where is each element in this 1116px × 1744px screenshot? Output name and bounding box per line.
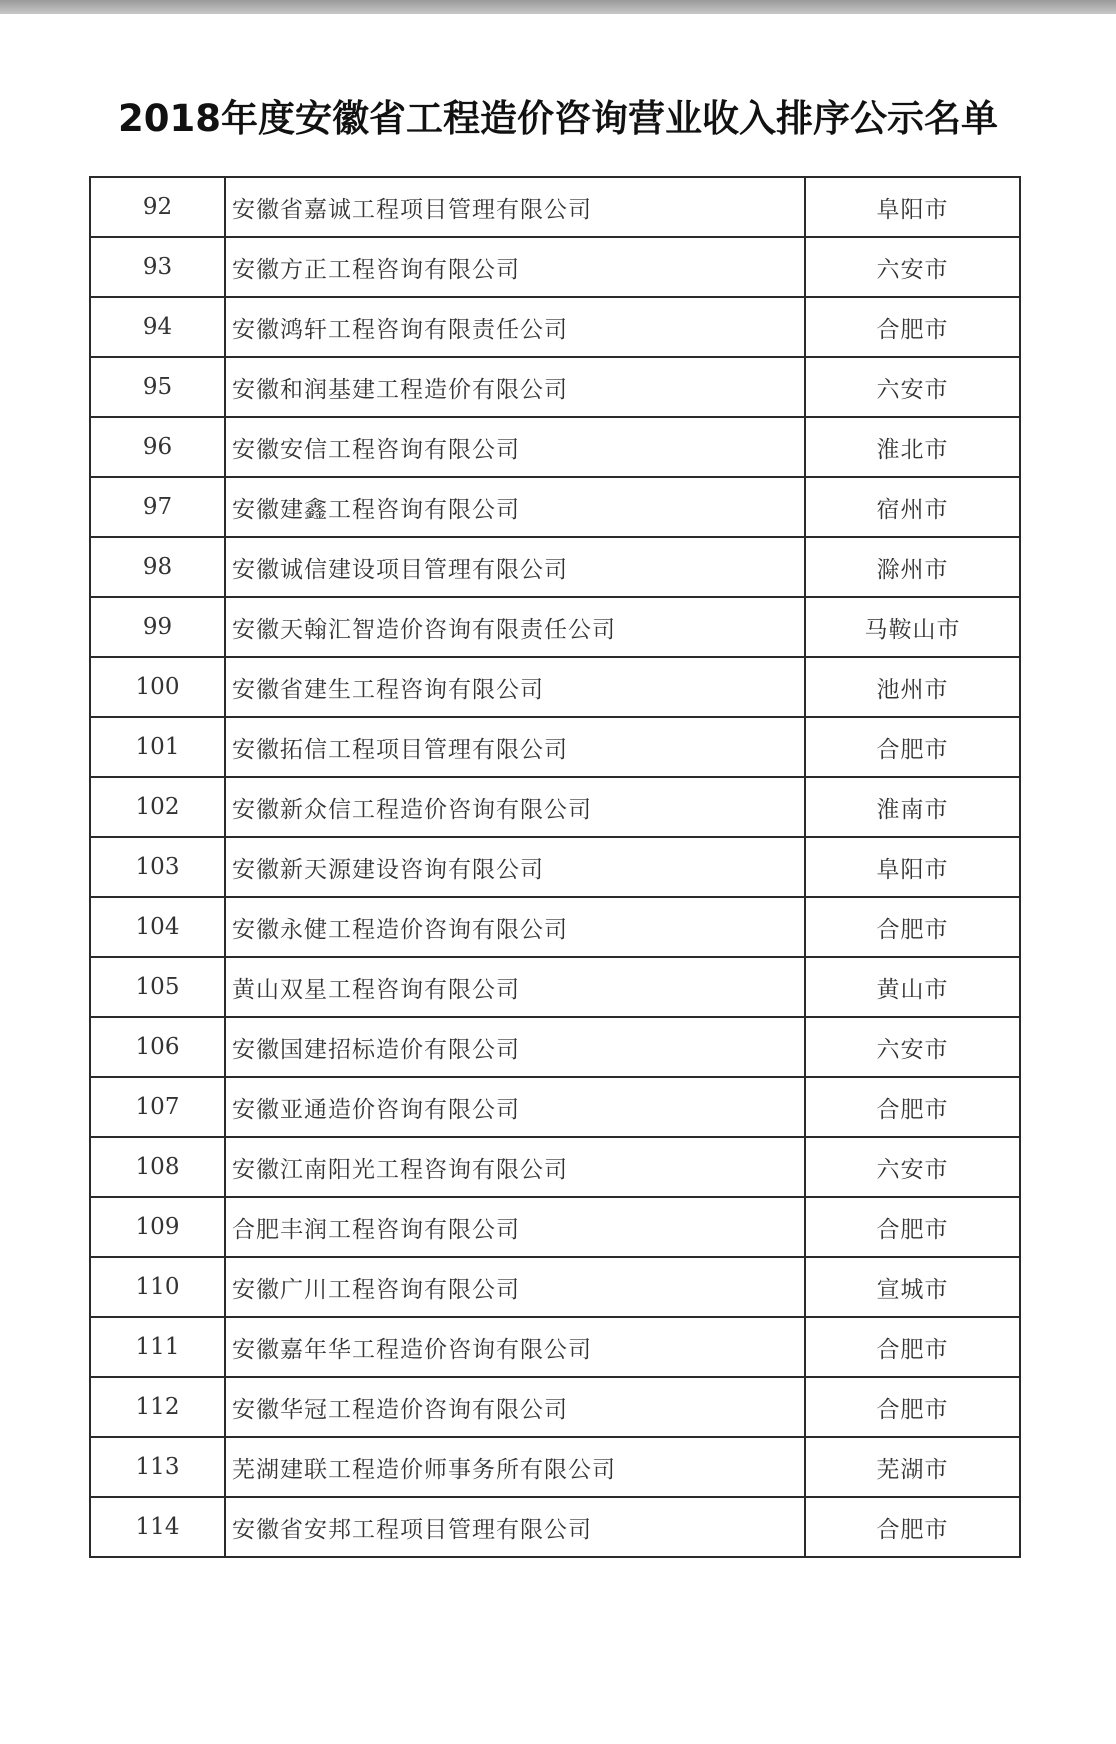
company-name-cell: 安徽安信工程咨询有限公司 <box>225 417 805 477</box>
rank-number-cell: 109 <box>90 1197 225 1257</box>
ranking-table <box>89 176 1021 1558</box>
table-row <box>90 957 1020 1017</box>
table-row <box>90 297 1020 357</box>
city-cell: 阜阳市 <box>805 177 1020 237</box>
city-cell: 阜阳市 <box>805 837 1020 897</box>
table-row <box>90 417 1020 477</box>
company-name-cell: 合肥丰润工程咨询有限公司 <box>225 1197 805 1257</box>
company-name-cell: 安徽国建招标造价有限公司 <box>225 1017 805 1077</box>
table-row <box>90 1437 1020 1497</box>
company-name-cell: 安徽永健工程造价咨询有限公司 <box>225 897 805 957</box>
rank-number-cell: 108 <box>90 1137 225 1197</box>
rank-number-cell: 99 <box>90 597 225 657</box>
company-name-cell: 安徽天翰汇智造价咨询有限责任公司 <box>225 597 805 657</box>
table-row <box>90 1197 1020 1257</box>
rank-number-cell: 102 <box>90 777 225 837</box>
rank-number-cell: 104 <box>90 897 225 957</box>
company-name-cell: 安徽华冠工程造价咨询有限公司 <box>225 1377 805 1437</box>
rank-number-cell: 96 <box>90 417 225 477</box>
city-cell: 池州市 <box>805 657 1020 717</box>
ranking-table-body <box>90 177 1020 1557</box>
rank-number-cell: 95 <box>90 357 225 417</box>
company-name-cell: 黄山双星工程咨询有限公司 <box>225 957 805 1017</box>
rank-number-cell: 97 <box>90 477 225 537</box>
city-cell: 合肥市 <box>805 1377 1020 1437</box>
rank-number-cell: 106 <box>90 1017 225 1077</box>
city-cell: 芜湖市 <box>805 1437 1020 1497</box>
table-row <box>90 897 1020 957</box>
company-name-cell: 安徽拓信工程项目管理有限公司 <box>225 717 805 777</box>
rank-number-cell: 105 <box>90 957 225 1017</box>
table-row <box>90 717 1020 777</box>
page-title: 2018年度安徽省工程造价咨询营业收入排序公示名单 <box>118 97 998 140</box>
rank-number-cell: 92 <box>90 177 225 237</box>
rank-number-cell: 103 <box>90 837 225 897</box>
rank-number-cell: 113 <box>90 1437 225 1497</box>
rank-number-cell: 100 <box>90 657 225 717</box>
table-row <box>90 1497 1020 1557</box>
city-cell: 合肥市 <box>805 1077 1020 1137</box>
table-row <box>90 1077 1020 1137</box>
company-name-cell: 安徽省嘉诚工程项目管理有限公司 <box>225 177 805 237</box>
company-name-cell: 安徽省安邦工程项目管理有限公司 <box>225 1497 805 1557</box>
company-name-cell: 安徽鸿轩工程咨询有限责任公司 <box>225 297 805 357</box>
table-row <box>90 537 1020 597</box>
city-cell: 六安市 <box>805 237 1020 297</box>
city-cell: 宣城市 <box>805 1257 1020 1317</box>
company-name-cell: 安徽江南阳光工程咨询有限公司 <box>225 1137 805 1197</box>
table-row <box>90 597 1020 657</box>
city-cell: 合肥市 <box>805 297 1020 357</box>
table-row <box>90 177 1020 237</box>
city-cell: 合肥市 <box>805 1317 1020 1377</box>
city-cell: 滁州市 <box>805 537 1020 597</box>
company-name-cell: 安徽方正工程咨询有限公司 <box>225 237 805 297</box>
table-row <box>90 1017 1020 1077</box>
city-cell: 合肥市 <box>805 897 1020 957</box>
city-cell: 淮北市 <box>805 417 1020 477</box>
city-cell: 合肥市 <box>805 1197 1020 1257</box>
company-name-cell: 安徽广川工程咨询有限公司 <box>225 1257 805 1317</box>
city-cell: 黄山市 <box>805 957 1020 1017</box>
rank-number-cell: 94 <box>90 297 225 357</box>
table-row <box>90 1137 1020 1197</box>
rank-number-cell: 112 <box>90 1377 225 1437</box>
city-cell: 宿州市 <box>805 477 1020 537</box>
rank-number-cell: 98 <box>90 537 225 597</box>
company-name-cell: 安徽建鑫工程咨询有限公司 <box>225 477 805 537</box>
company-name-cell: 芜湖建联工程造价师事务所有限公司 <box>225 1437 805 1497</box>
table-row <box>90 657 1020 717</box>
company-name-cell: 安徽新众信工程造价咨询有限公司 <box>225 777 805 837</box>
table-row <box>90 1377 1020 1437</box>
city-cell: 合肥市 <box>805 717 1020 777</box>
table-row <box>90 1317 1020 1377</box>
city-cell: 六安市 <box>805 357 1020 417</box>
city-cell: 六安市 <box>805 1017 1020 1077</box>
company-name-cell: 安徽亚通造价咨询有限公司 <box>225 1077 805 1137</box>
company-name-cell: 安徽诚信建设项目管理有限公司 <box>225 537 805 597</box>
city-cell: 淮南市 <box>805 777 1020 837</box>
rank-number-cell: 110 <box>90 1257 225 1317</box>
rank-number-cell: 93 <box>90 237 225 297</box>
city-cell: 马鞍山市 <box>805 597 1020 657</box>
table-row <box>90 357 1020 417</box>
top-border-bar <box>0 0 1116 14</box>
city-cell: 合肥市 <box>805 1497 1020 1557</box>
table-row <box>90 837 1020 897</box>
company-name-cell: 安徽省建生工程咨询有限公司 <box>225 657 805 717</box>
rank-number-cell: 111 <box>90 1317 225 1377</box>
table-row <box>90 477 1020 537</box>
city-cell: 六安市 <box>805 1137 1020 1197</box>
company-name-cell: 安徽新天源建设咨询有限公司 <box>225 837 805 897</box>
rank-number-cell: 101 <box>90 717 225 777</box>
table-row <box>90 237 1020 297</box>
company-name-cell: 安徽嘉年华工程造价咨询有限公司 <box>225 1317 805 1377</box>
table-row <box>90 1257 1020 1317</box>
company-name-cell: 安徽和润基建工程造价有限公司 <box>225 357 805 417</box>
rank-number-cell: 107 <box>90 1077 225 1137</box>
rank-number-cell: 114 <box>90 1497 225 1557</box>
table-row <box>90 777 1020 837</box>
